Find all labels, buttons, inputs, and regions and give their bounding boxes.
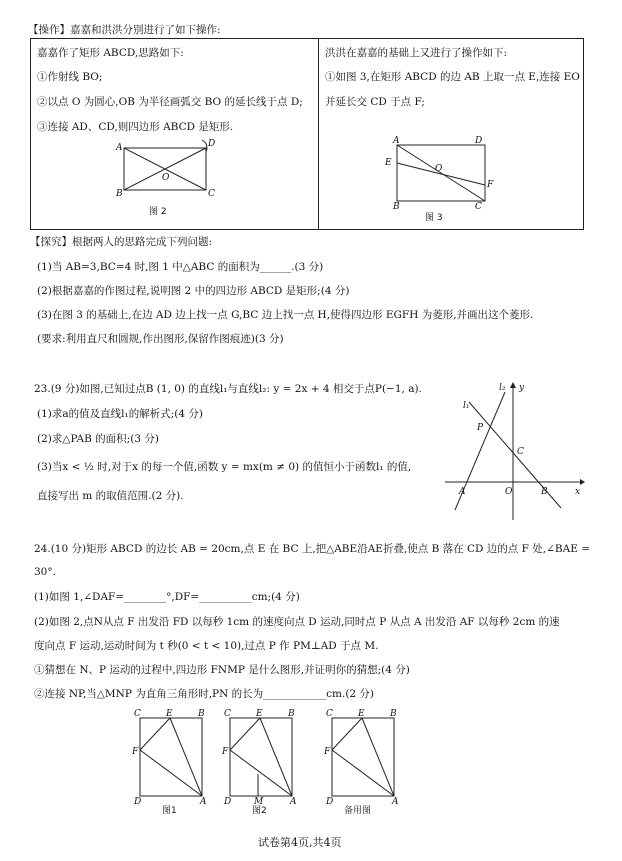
q24-part-2-line1: (2)如图 2,点N从点 F 出发沿 FD 以每秒 1cm 的速度向点 D 运动,同时点 P 从点 A 出发沿 AF 以每秒 2cm 的速 [34,616,560,628]
q24-spare-figure [322,708,402,807]
q24-figure-1 [130,708,210,807]
graph-x-label: x [575,487,581,497]
fig3b-point-c: C [326,709,333,719]
fig1-point-c: C [134,709,141,719]
fig2b-point-c: C [224,709,231,719]
fig2b-point-m: M [254,797,264,807]
fig2-point-a: A [116,143,123,153]
fig3b-point-a: A [392,797,399,807]
explore-q3-line1: (3)在图 3 的基础上,在边 AD 边上找一点 G,BC 边上找一点 H,使得四边形 EGFH 为菱形,并画出这个菱形. [37,309,534,321]
fig2-point-c: C [208,189,215,199]
fig2-point-b: B [116,189,123,199]
figure-2-rectangle [110,136,220,206]
q24-fig3-caption: 备用图 [344,806,372,816]
fig3b-point-b: B [390,709,397,719]
q24-stem-line1: 24.(10 分)矩形 ABCD 的边长 AB = 20cm,点 E 在 BC 上,把△ABE沿AE折叠,使点 B 落在 CD 边的点 F 处,∠BAE = [34,543,590,555]
fig2b-point-a: A [290,797,297,807]
graph-y-label: y [519,383,525,393]
fig2-point-o: O [162,173,170,183]
fig3-point-a: A [393,136,400,146]
q24-part-1: (1)如图 1,∠DAF=________°,DF=__________cm;(4 分) [34,591,300,603]
fig2b-point-f: F [222,747,229,757]
q24-fig1-caption: 图1 [162,806,177,816]
fig3-point-c: C [475,202,482,212]
fig1-point-a: A [200,797,207,807]
fig3-point-o: O [435,164,443,174]
fig1-point-f: F [132,747,139,757]
q24-part-2-np: ②连接 NP,当△MNP 为直角三角形时,PN 的长为____________cm.(2 分) [34,688,375,700]
fig1-point-b: B [198,709,205,719]
fig1-point-d: D [134,797,142,807]
right-step-1: ①如图 3,在矩形 ABCD 的边 AB 上取一点 E,连接 EO [325,71,580,83]
explore-q3-line2: (要求:利用直尺和圆规,作出图形,保留作图痕迹)(3 分) [37,333,284,345]
fig2b-point-b: B [288,709,295,719]
left-cell-intro: 嘉嘉作了矩形 ABCD,思路如下: [37,47,184,59]
q24-fig2-caption: 图2 [252,806,267,816]
graph-l2-label: l₂ [499,383,506,393]
left-step-2: ②以点 O 为圆心,OB 为半径画弧交 BO 的延长线于点 D; [37,96,303,108]
page-footer: 试卷第4页,共4页 [258,836,342,849]
q24-figure-2 [220,708,300,807]
graph-point-b: B [541,487,548,497]
fig3b-point-f: F [324,747,331,757]
graph-l1-label: l₁ [463,401,470,411]
fig3b-point-d: D [326,797,334,807]
graph-point-p: P [477,423,484,433]
graph-point-c: C [517,447,524,457]
q24-part-2-guess: ①猜想在 N、P 运动的过程中,四边形 FNMP 是什么图形,并证明你的猜想;(4 分) [34,664,410,676]
operation-heading: 【操作】嘉嘉和洪洪分别进行了如下操作: [28,24,221,36]
fig3b-point-e: E [358,709,365,719]
q24-part-2-line2: 度向点 F 运动,运动时间为 t 秒(0 < t < 10),过点 P 作 PM⊥AD 于点 M. [34,640,379,652]
fig3-point-f: F [487,180,494,190]
q23-part-2: (2)求△PAB 的面积;(3 分) [37,433,159,445]
explore-q2: (2)根据嘉嘉的作图过程,说明图 2 中的四边形 ABCD 是矩形;(4 分) [37,285,350,297]
left-step-1: ①作射线 BO; [37,71,103,83]
right-step-2: 并延长交 CD 于点 F; [325,96,425,108]
q23-part-3-line1: (3)当x < ½ 时,对于x 的每一个值,函数 y = mx(m ≠ 0) 的值恒小于函数l₁ 的值, [37,461,412,473]
q23-part-3-line2: 直接写出 m 的取值范围.(2 分). [37,490,184,502]
graph-point-a: A [459,487,466,497]
graph-point-o: O [505,487,513,497]
fig2b-point-e: E [256,709,263,719]
fig2-point-d: D [208,139,216,149]
left-step-3: ③连接 AD、CD,则四边形 ABCD 是矩形. [37,121,234,133]
explore-heading: 【探究】根据两人的思路完成下列问题: [30,236,213,248]
fig3-point-d: D [475,136,483,146]
fig1-point-e: E [166,709,173,719]
q24-stem-line2: 30°. [34,566,56,578]
figure-3-rectangle [385,135,495,210]
fig2-caption: 图 2 [149,207,167,217]
fig3-point-b: B [393,202,400,212]
q23-stem: 23.(9 分)如图,已知过点B (1, 0) 的直线l₁与直线l₂: y = 2x + 4 相交于点P(−1, a). [34,383,422,395]
right-cell-intro: 洪洪在嘉嘉的基础上又进行了操作如下: [325,47,508,59]
q23-part-1: (1)求a的值及直线l₁的解析式;(4 分) [37,408,203,420]
q23-coordinate-graph [445,382,585,522]
explore-q1: (1)当 AB=3,BC=4 时,图 1 中△ABC 的面积为______.(3 分) [37,261,324,273]
fig3-caption: 图 3 [425,213,443,223]
fig3-point-e: E [385,158,392,168]
fig2b-point-d: D [224,797,232,807]
table-divider [318,38,319,229]
